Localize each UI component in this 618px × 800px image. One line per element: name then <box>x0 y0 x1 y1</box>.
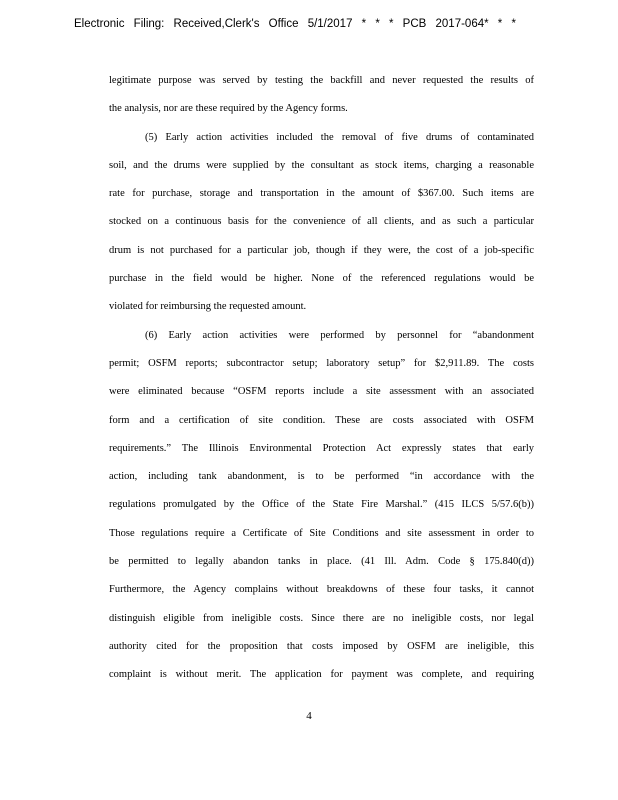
text-line: authority cited for the proposition that costs imposed by OSFM are ineligible, this <box>109 640 534 652</box>
text-line: requirements.” The Illinois Environmental Protection Act expressly states that early <box>109 442 534 454</box>
text-line: (5) Early action activities included the removal of five drums of contaminated <box>145 131 534 143</box>
text-line: soil, and the drums were supplied by the consultant as stock items, charging a reasonable <box>109 159 534 171</box>
text-line: violated for reimbursing the requested amount. <box>109 301 307 313</box>
text-line: distinguish eligible from ineligible costs. Since there are no ineligible costs, nor legal <box>109 612 534 624</box>
text-line: were eliminated because “OSFM reports include a site assessment with an associated <box>109 386 534 398</box>
text-line: legitimate purpose was served by testing the backfill and never requested the results of <box>109 75 534 86</box>
text-line: drum is not purchased for a particular job, though if they were, the cost of a job-specific <box>109 244 534 256</box>
text-line: (6) Early action activities were performed by personnel for “abandonment <box>145 329 534 341</box>
text-line: rate for purchase, storage and transportation in the amount of $367.00. Such items are <box>109 188 534 200</box>
text-line: the analysis, nor are these required by the Agency forms. <box>109 103 348 115</box>
text-line: purchase in the field would be higher. None of the referenced regulations would be <box>109 273 534 285</box>
text-line: action, including tank abandonment, is to be performed “in accordance with the <box>109 471 534 483</box>
electronic-filing-header: Electronic Filing: Received,Clerk's Office 5/1/2017 * * * PCB 2017-064* * * <box>74 18 516 30</box>
text-line: Those regulations require a Certificate of Site Conditions and site assessment in order to <box>109 527 534 539</box>
text-line: stocked on a continuous basis for the convenience of all clients, and as such a particular <box>109 216 534 228</box>
text-line: permit; OSFM reports; subcontractor setup; laboratory setup” for $2,911.89. The costs <box>109 357 534 369</box>
body-text <box>109 67 534 690</box>
page-number: 4 <box>306 710 312 722</box>
text-line: Furthermore, the Agency complains without breakdowns of these four tasks, it cannot <box>109 584 534 596</box>
text-line: be permitted to legally abandon tanks in place. (41 Ill. Adm. Code § 175.840(d)) <box>109 556 534 568</box>
text-line: form and a certification of site condition. These are costs associated with OSFM <box>109 414 534 426</box>
text-line: regulations promulgated by the Office of the State Fire Marshal.” (415 ILCS 5/57.6(b)) <box>109 499 534 511</box>
text-line: complaint is without merit. The application for payment was complete, and requiring <box>109 669 534 681</box>
